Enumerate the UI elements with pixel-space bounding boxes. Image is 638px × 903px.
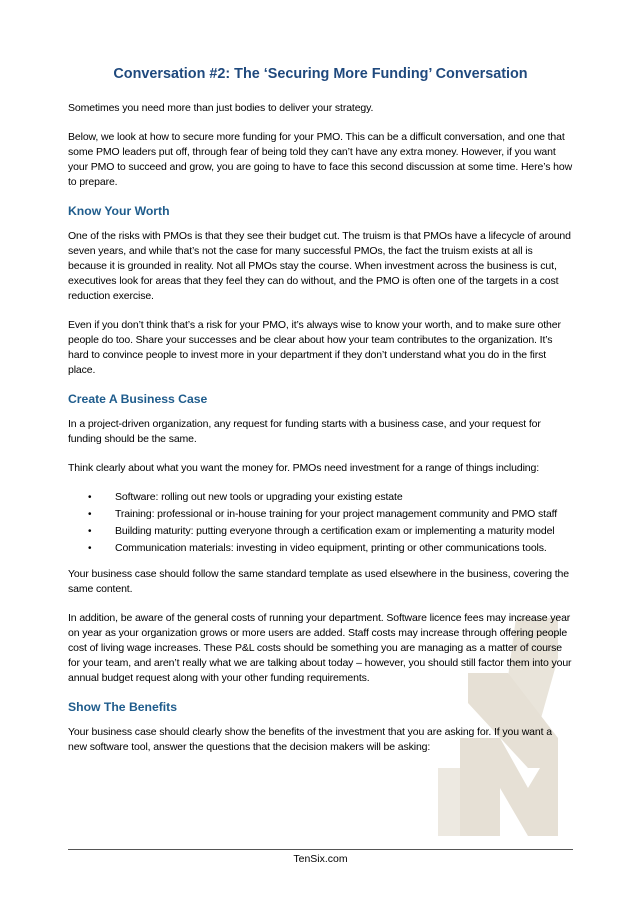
section-paragraph: One of the risks with PMOs is that they see their budget cut. The truism is that PMOs have a lifecycle of around seven years, and while that’s not the case for many successful PMOs, the fact the truism exists at all is because it is grounded in reality. Not all PMOs stay the course. When investment across the business is cut, executives look for areas that they feel they can do without, and the PMO is often one of the targets in a cost reduction exercise. — [68, 230, 571, 302]
bullet-icon: • — [88, 509, 92, 520]
footer-text: TenSix.com — [293, 853, 348, 865]
section-paragraph: In addition, be aware of the general costs of running your department. Software licence fees may increase year on year as your organization grows or more users are added. Staff costs may increase through offering people cost of living wage increases. These P&L costs should be something you are managing as a matter of course for your team, and aren’t really what we are talking about today – however, you should still factor them into your annual budget request along with your other funding requirements. — [68, 612, 572, 684]
list-item-text: Training: professional or in-house training for your project management community and PMO staff — [115, 508, 558, 520]
section-paragraph: Think clearly about what you want the money for. PMOs need investment for a range of things including: — [68, 462, 540, 474]
section-heading-show-benefits: Show The Benefits — [68, 700, 178, 714]
section-paragraph: Even if you don’t think that’s a risk for your PMO, it’s always wise to know your worth, and to make sure other people do too. Share your successes and be clear about how your team contributes to the organization. It’s hard to convince people to invest more in your department if they don’t understand what you do in the first place. — [68, 319, 561, 376]
section-paragraph: In a project-driven organization, any request for funding starts with a business case, and your request for funding should be the same. — [68, 418, 541, 445]
investment-list — [68, 490, 573, 556]
list-item — [88, 541, 573, 556]
intro-paragraph-2: Below, we look at how to secure more funding for your PMO. This can be a difficult conversation, and one that some PMO leaders put off, through fear of being told they can’t have any extra money. However, if you want your PMO to succeed and grow, you are going to have to face this second discussion at some time. Here’s how to prepare. — [68, 131, 573, 188]
section-paragraph: Your business case should follow the same standard template as used elsewhere in the business, covering the same content. — [68, 568, 569, 595]
bullet-icon: • — [88, 543, 92, 554]
list-item — [88, 490, 573, 505]
document-title: Conversation #2: The ‘Securing More Funding’ Conversation — [113, 66, 528, 82]
section-heading-create-business-case: Create A Business Case — [68, 392, 208, 406]
document-body — [68, 66, 573, 769]
footer-divider — [68, 849, 573, 850]
bullet-icon: • — [88, 492, 92, 503]
list-item — [88, 524, 573, 539]
intro-paragraph: Sometimes you need more than just bodies to deliver your strategy. — [68, 102, 374, 114]
list-item-text: Communication materials: investing in video equipment, printing or other communications tools. — [115, 542, 547, 554]
section-heading-know-your-worth: Know Your Worth — [68, 204, 170, 218]
list-item-text: Software: rolling out new tools or upgrading your existing estate — [115, 491, 403, 503]
list-item — [88, 507, 573, 522]
section-paragraph: Your business case should clearly show the benefits of the investment that you are asking for. If you want a new software tool, answer the questions that the decision makers will be asking: — [68, 726, 552, 753]
bullet-icon: • — [88, 526, 92, 537]
list-item-text: Building maturity: putting everyone through a certification exam or implementing a maturity model — [115, 525, 555, 537]
